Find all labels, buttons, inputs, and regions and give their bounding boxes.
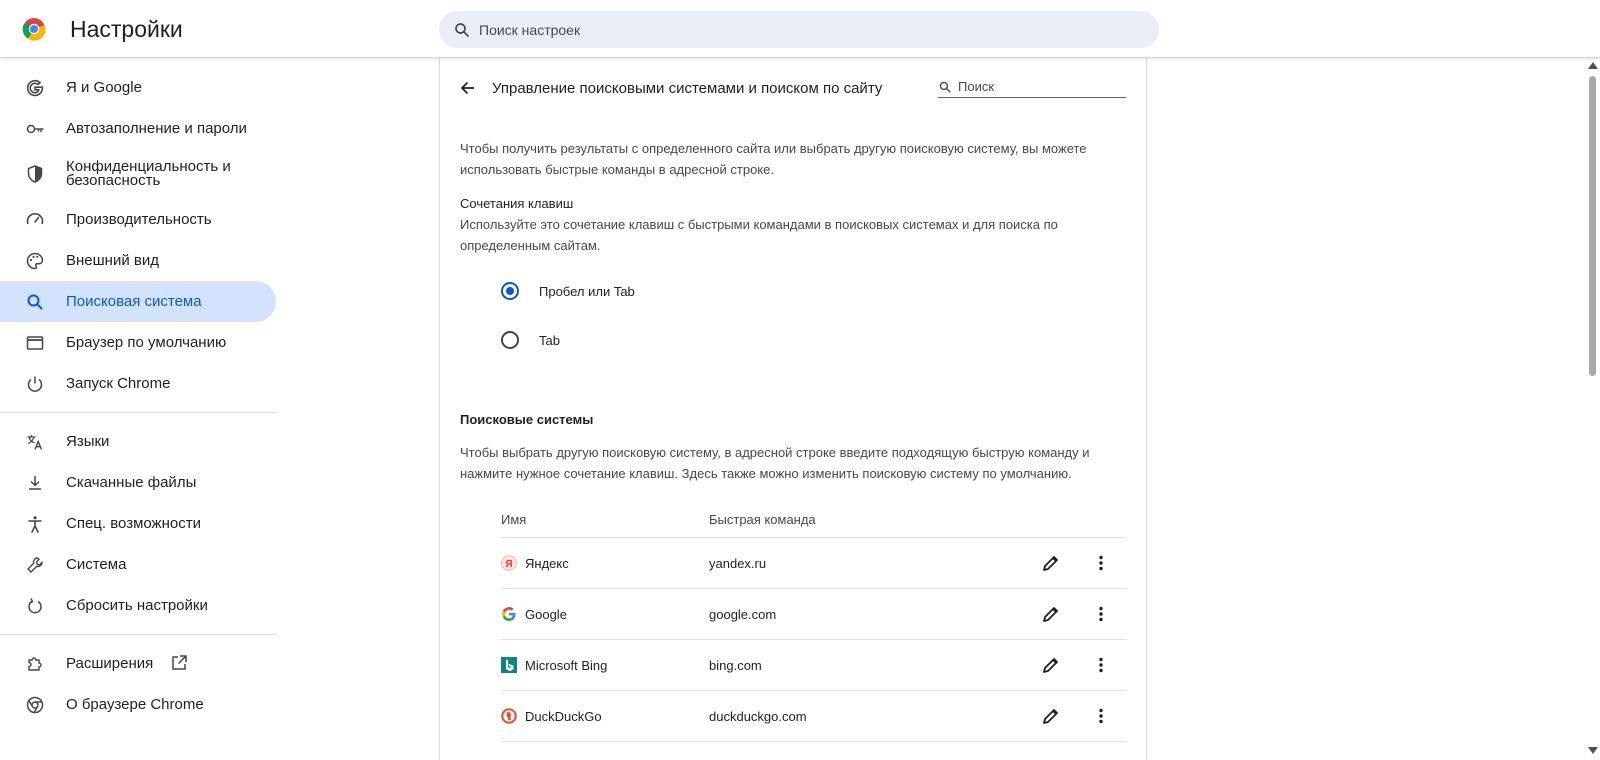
sidebar-item-label: Поисковая система [66,293,202,310]
sidebar-item-label: Производительность [66,211,212,228]
scroll-thumb[interactable] [1589,76,1596,376]
sidebar-item-search-engine[interactable] [0,281,276,322]
chrome-icon [25,695,45,715]
sidebar-item-about-chrome[interactable] [0,684,276,725]
radio-space-or-tab[interactable] [501,280,635,302]
duckduckgo-icon [501,708,517,724]
sidebar-item-label: Внешний вид [66,252,159,269]
engine-shortcut: duckduckgo.com [709,709,807,724]
settings-search-input[interactable] [479,22,1079,38]
engine-shortcut: yandex.ru [709,556,767,571]
engine-name: Яндекс [525,556,569,571]
pencil-icon[interactable] [1041,604,1061,624]
radio-button-checked[interactable] [501,282,519,300]
more-vert-icon[interactable] [1091,655,1111,675]
sidebar-item-label: Скачанные файлы [66,474,197,491]
back-arrow-icon[interactable] [458,78,478,98]
sidebar-item-label: Спец. возможности [66,515,201,532]
sidebar-item-label: О браузере Chrome [66,696,204,713]
browser-window-icon [25,333,45,353]
intro-text: Чтобы получить результаты с определенного сайта или выбрать другую поисковую систему, вы можете использовать быстрые команды в адресной строке. [460,141,1087,177]
table-row [501,640,1126,691]
accessibility-icon [25,514,45,534]
scroll-up-arrow-icon[interactable] [1588,62,1598,69]
sidebar-item-label: Автозаполнение и пароли [66,120,247,137]
sidebar-item-autofill[interactable] [0,108,276,149]
app-title: Настройки [70,16,183,42]
search-icon [938,80,952,94]
shortcuts-label: Сочетания клавиш [460,196,574,211]
sidebar-item-appearance[interactable] [0,240,276,281]
puzzle-icon [25,654,45,674]
sidebar-item-label: Запуск Chrome [66,375,171,392]
key-icon [25,119,45,139]
top-bar [0,0,1600,58]
engine-name: Google [525,607,567,622]
radio-button[interactable] [501,331,519,349]
engines-description: Чтобы выбрать другую поисковую систему, в адресной строке введите подходящую быструю команду и нажмите нужное сочетание клавиш. Здесь также можно изменить поисковую систему по умолчанию. [460,445,1090,481]
engine-shortcut: bing.com [709,658,762,673]
more-vert-icon[interactable] [1091,706,1111,726]
page-title: Управление поисковыми системами и поиском по сайту [492,80,883,97]
search-engines-panel [439,58,1147,760]
translate-icon [25,432,45,452]
sidebar-item-you-and-google[interactable] [0,67,276,108]
column-header-name: Имя [501,512,527,527]
bing-icon [501,657,517,673]
google-icon [501,606,517,622]
power-icon [25,374,45,394]
sidebar-item-downloads[interactable] [0,462,276,503]
radio-label: Tab [539,332,560,348]
engine-shortcut: google.com [709,607,777,622]
page-scrollbar[interactable] [1586,58,1600,760]
sidebar-item-label: Расширения [66,655,154,672]
sidebar-item-label: Языки [66,433,110,450]
table-row [501,691,1126,742]
engines-heading: Поисковые системы [460,412,594,427]
sidebar-nav [0,58,276,760]
svg-text:Я: Я [505,559,513,570]
table-header [501,506,1126,538]
scroll-down-arrow-icon[interactable] [1588,747,1598,754]
radio-label: Пробел или Tab [539,283,635,299]
yandex-icon [501,555,517,571]
sidebar-item-reset-settings[interactable] [0,585,276,626]
sidebar-item-accessibility[interactable] [0,503,276,544]
pencil-icon[interactable] [1041,655,1061,675]
sidebar-item-system[interactable] [0,544,276,585]
download-icon [25,473,45,493]
chrome-logo-icon [22,17,46,41]
sidebar-item-on-startup[interactable] [0,363,276,404]
sidebar-divider [0,634,277,635]
reset-icon [25,596,45,616]
external-link-icon [170,654,188,672]
sidebar-item-label: Я и Google [66,79,142,96]
radio-tab[interactable] [501,329,560,351]
more-vert-icon[interactable] [1091,553,1111,573]
page-search-input[interactable] [958,79,1118,94]
sidebar-item-label: Конфиденциальность и безопасность [66,158,231,189]
wrench-icon [25,555,45,575]
pencil-icon[interactable] [1041,553,1061,573]
sidebar-item-default-browser[interactable] [0,322,276,363]
speedometer-icon [25,210,45,230]
search-icon [453,21,471,39]
more-vert-icon[interactable] [1091,604,1111,624]
sidebar-item-label: Сбросить настройки [66,597,208,614]
settings-search-box[interactable] [439,11,1159,48]
sidebar-item-languages[interactable] [0,421,276,462]
sidebar-item-privacy[interactable] [0,149,276,199]
search-icon [25,292,45,312]
engine-name: Microsoft Bing [525,658,608,673]
sidebar-item-performance[interactable] [0,199,276,240]
table-row [501,538,1126,589]
palette-icon [25,251,45,271]
engine-name: DuckDuckGo [525,709,602,724]
sidebar-divider [0,412,277,413]
shortcuts-description: Используйте это сочетание клавиш с быстрыми командами в поисковых системах и для поиска по определенным сайтам. [460,217,1058,253]
sidebar-item-label: Браузер по умолчанию [66,334,227,351]
shield-icon [25,164,45,184]
page-search-box[interactable] [938,76,1126,98]
table-row [501,589,1126,640]
pencil-icon[interactable] [1041,706,1061,726]
sidebar-item-label: Система [66,556,127,573]
sidebar-item-extensions[interactable] [0,643,276,684]
google-g-icon [25,78,45,98]
column-header-shortcut: Быстрая команда [709,512,816,527]
